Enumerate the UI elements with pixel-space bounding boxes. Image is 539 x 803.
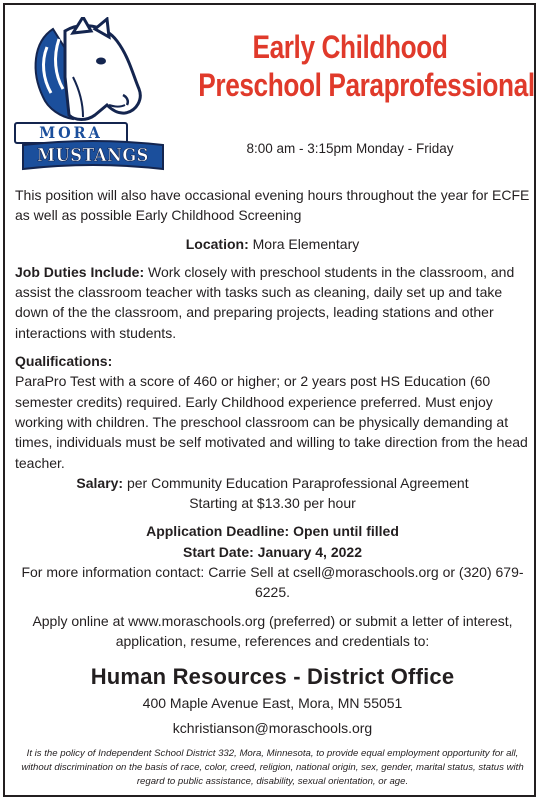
duties-value: Work closely with preschool students in the classroom, and assist the classroom teacher with tasks such as cleaning, daily set up and take down of the the classroom, and preparing projects, leading stations and other interactions with students. — [15, 263, 515, 341]
contact-info: For more information contact: Carrie Sell at csell@moraschools.org or (320) 679-6225. — [21, 564, 524, 601]
location-value: Mora Elementary — [248, 235, 360, 252]
mora-mustangs-logo — [13, 17, 165, 172]
salary-label: Salary: — [76, 474, 124, 491]
title-line-1: Early Childhood — [252, 29, 448, 65]
start-date: Start Date: January 4, 2022 — [183, 543, 362, 560]
page-title — [165, 29, 535, 105]
logo-text-mora: MORA — [39, 123, 103, 142]
hr-email: kchristianson@moraschools.org — [172, 720, 373, 737]
location-line — [15, 234, 530, 254]
hr-address: 400 Maple Avenue East, Mora, MN 55051 — [142, 695, 403, 712]
qualifications-value: ParaPro Test with a score of 460 or higher; or 2 years post HS Education (60 semester credits) required. Early Childhood experience preferred. Must enjoy working with children. The preschool classroom can be physically demanding at times, individuals must be self motivated and willing to take direction from the head teacher. — [15, 373, 528, 471]
logo-text-mustangs: MUSTANGS — [37, 145, 149, 166]
application-deadline: Application Deadline: Open until filled — [146, 523, 399, 540]
salary-rate: Starting at $13.30 per hour — [189, 495, 356, 512]
salary-value: per Community Education Paraprofessional Agreement — [123, 474, 469, 491]
hr-office-title: Human Resources - District Office — [90, 664, 455, 690]
work-hours: 8:00 am - 3:15pm Monday - Friday — [246, 141, 454, 156]
apply-instructions: Apply online at www.moraschools.org (preferred) or submit a letter of interest, application, resume, references and credentials to: — [32, 612, 513, 649]
equal-opportunity-policy: It is the policy of Independent School District 332, Mora, Minnesota, to provide equal employment opportunity for all, without discrimination on the basis of race, color, creed, religion, national origin, sex, gender, marital status, status with regard to public assistance, disability, sexual orientation, or age. — [21, 747, 524, 787]
intro-text: This position will also have occasional evening hours throughout the year for ECFE as well as possible Early Childhood Screening — [15, 187, 530, 224]
duties-paragraph — [15, 262, 530, 343]
qualifications-label: Qualifications: — [15, 353, 113, 370]
title-line-2: Preschool Paraprofessional — [198, 66, 535, 103]
posting-body — [15, 185, 530, 788]
salary-line — [15, 473, 530, 493]
location-label: Location: — [185, 235, 249, 252]
duties-label: Job Duties Include: — [15, 263, 145, 280]
job-posting-page — [3, 3, 536, 797]
